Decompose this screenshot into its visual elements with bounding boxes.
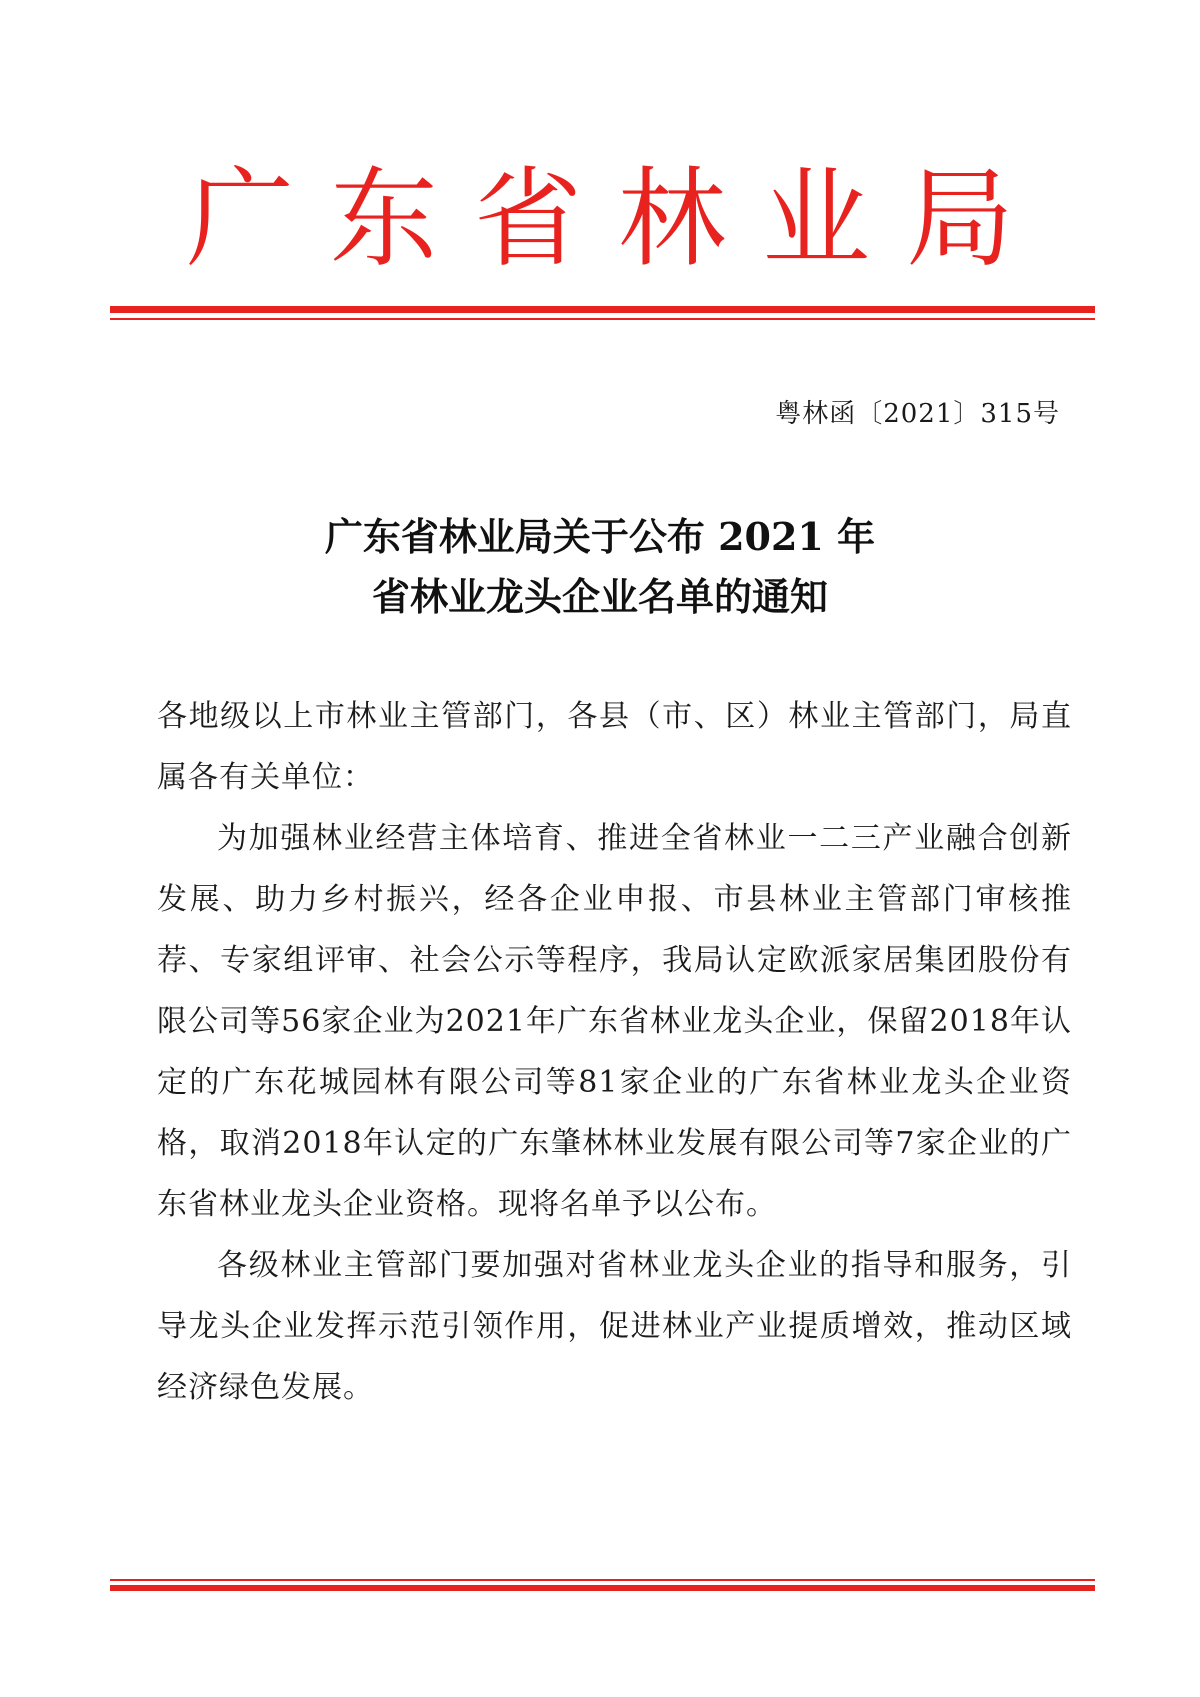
document-title-line-1: 广东省林业局关于公布 2021 年	[324, 514, 876, 559]
letterhead-org-name: 广东省林业局	[185, 157, 1050, 282]
footer-red-rule-thick	[110, 1585, 1095, 1591]
document-title-line-2: 省林业龙头企业名单的通知	[371, 574, 828, 619]
body-paragraph: 为加强林业经营主体培育、推进全省林业一二三产业融合创新发展、助力乡村振兴，经各企业申报、市县林业主管部门审核推荐、专家组评审、社会公示等程序，我局认定欧派家居集团股份有限公司等56家企业为2021年广东省林业龙头企业，保留2018年认定的广东花城园林有限公司等81家企业的广东省林业龙头企业资格，取消2018年认定的广东肇林林业发展有限公司等7家企业的广东省林业龙头企业资格。现将名单予以公布。	[157, 821, 1072, 1222]
header-red-rule-thin	[110, 318, 1095, 320]
header-red-rule-thick	[110, 306, 1095, 313]
footer-red-rule-thin	[110, 1579, 1095, 1581]
salutation: 各地级以上市林业主管部门，各县（市、区）林业主管部门，局直属各有关单位：	[157, 699, 1072, 795]
body-paragraph: 各级林业主管部门要加强对省林业龙头企业的指导和服务，引导龙头企业发挥示范引领作用，促进林业产业提质增效，推动区域经济绿色发展。	[157, 1248, 1072, 1405]
document-body	[157, 686, 1072, 1418]
document-number: 粤林函〔2021〕315号	[775, 399, 1060, 429]
